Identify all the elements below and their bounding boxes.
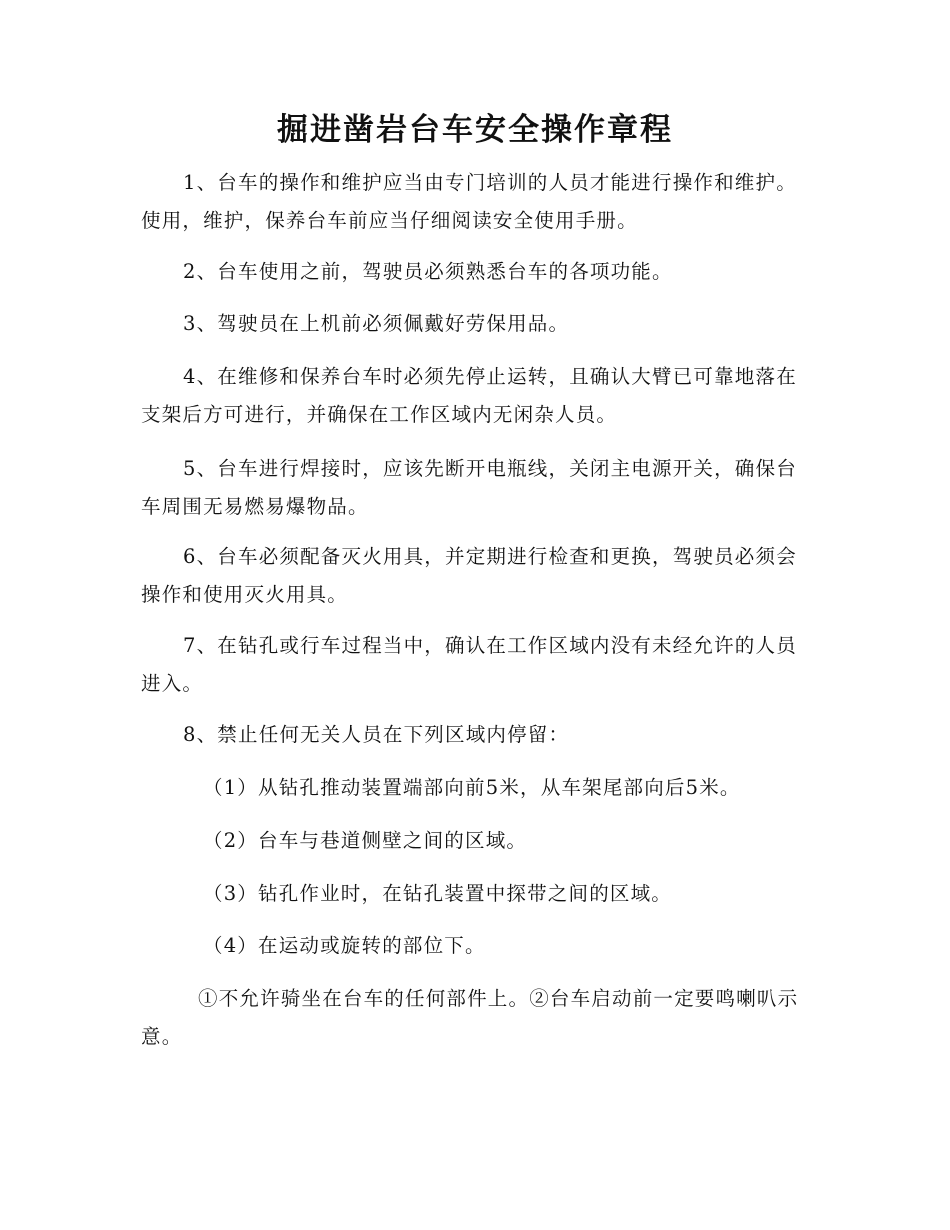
- document-title: 掘进凿岩台车安全操作章程: [277, 112, 673, 148]
- sub-item-4: （4）在运动或旋转的部位下。: [203, 934, 486, 957]
- paragraph-7: 7、在钻孔或行车过程当中，确认在工作区域内没有未经允许的人员进入。: [141, 634, 797, 695]
- paragraph-5: 5、台车进行焊接时，应该先断开电瓶线，关闭主电源开关，确保台车周围无易燃易爆物品。: [141, 457, 797, 518]
- paragraph-1: 1、台车的操作和维护应当由专门培训的人员才能进行操作和维护。使用，维护，保养台车前应当仔细阅读安全使用手册。: [141, 171, 797, 232]
- sub-item-1: （1）从钻孔推动装置端部向前5米，从车架尾部向后5米。: [203, 776, 741, 799]
- safety-note: ①不允许骑坐在台车的任何部件上。②台车启动前一定要鸣喇叭示意。: [141, 987, 799, 1048]
- sub-item-2: （2）台车与巷道侧壁之间的区域。: [203, 829, 528, 852]
- sub-item-3: （3）钻孔作业时，在钻孔装置中探带之间的区域。: [203, 882, 673, 905]
- paragraph-6: 6、台车必须配备灭火用具，并定期进行检查和更换，驾驶员必须会操作和使用灭火用具。: [141, 545, 797, 606]
- paragraph-4: 4、在维修和保养台车时必须先停止运转，且确认大臂已可靠地落在支架后方可进行，并确保在工作区域内无闲杂人员。: [141, 365, 797, 426]
- paragraph-2: 2、台车使用之前，驾驶员必须熟悉台车的各项功能。: [183, 260, 673, 283]
- paragraph-3: 3、驾驶员在上机前必须佩戴好劳保用品。: [183, 312, 570, 335]
- paragraph-8: 8、禁止任何无关人员在下列区域内停留：: [183, 723, 570, 746]
